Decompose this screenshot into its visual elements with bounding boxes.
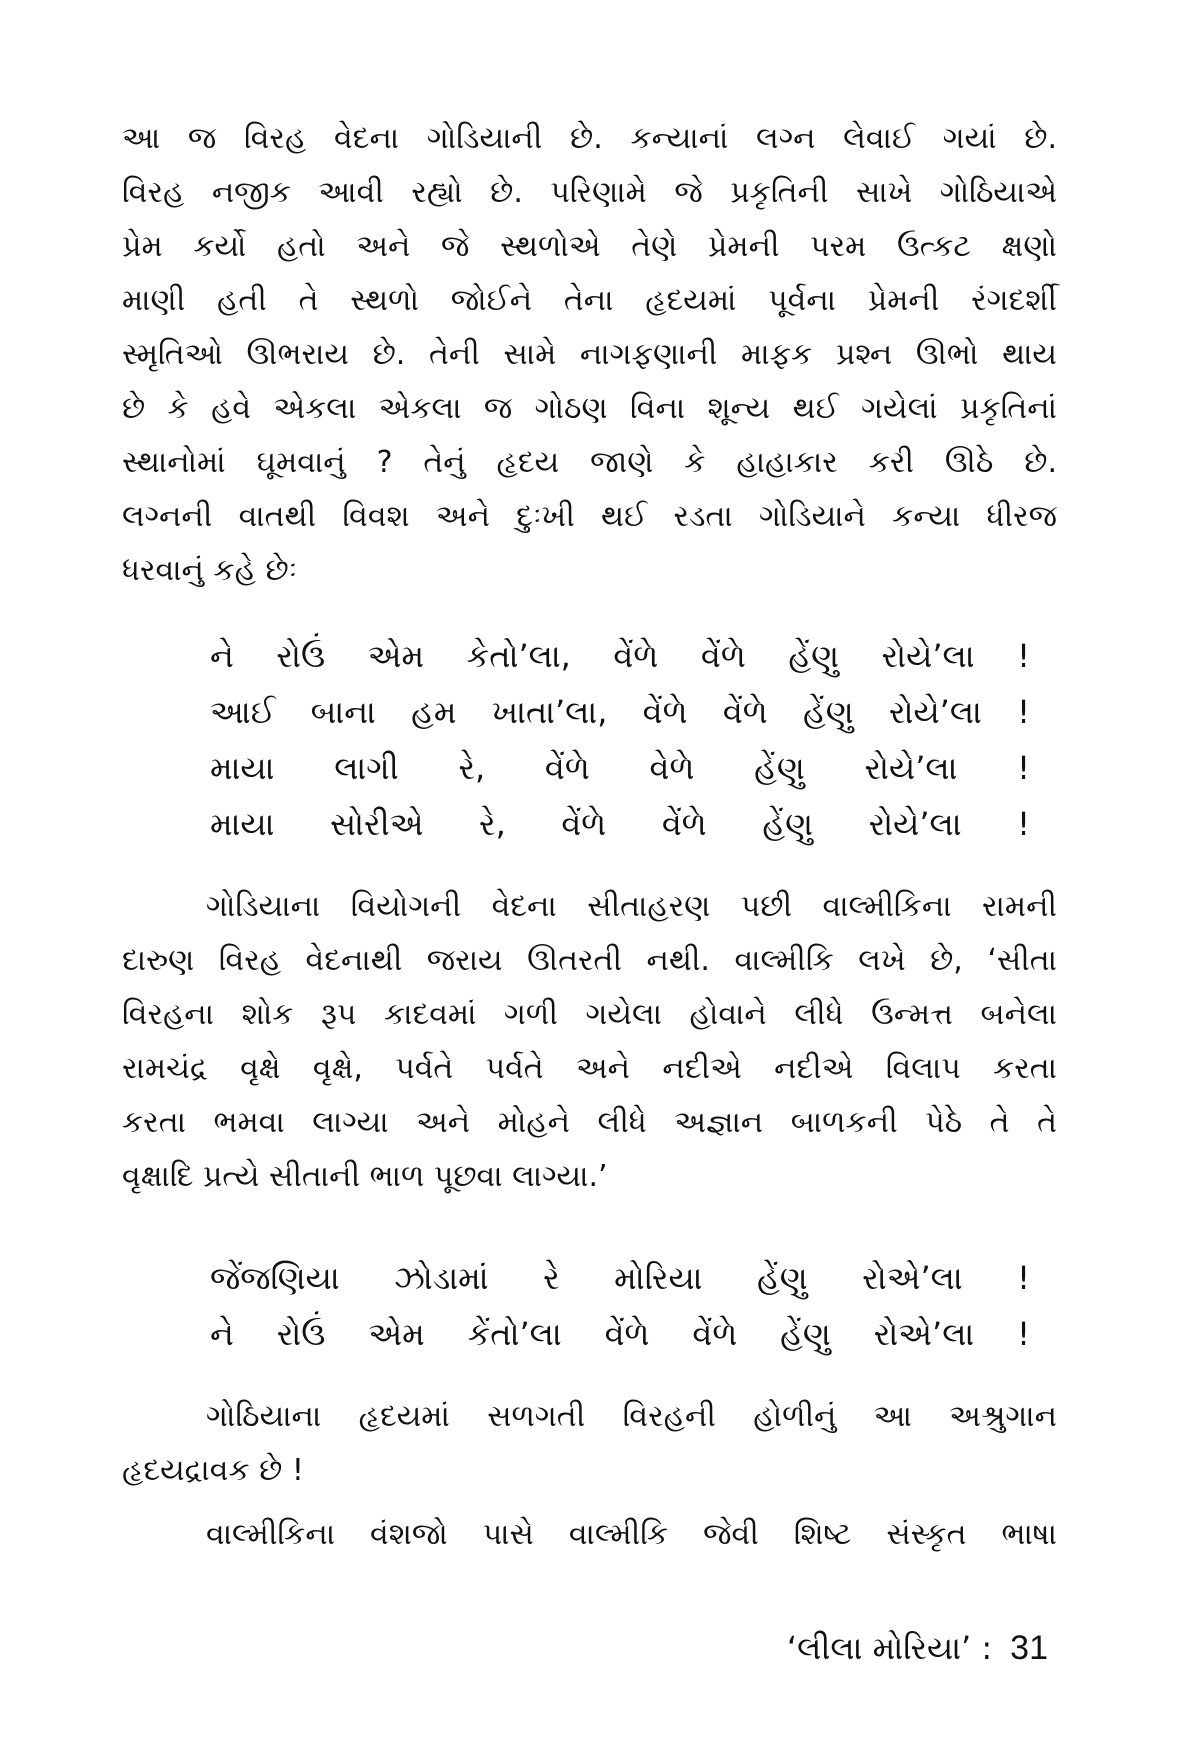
text-line: પ્રેમ કર્યો હતો અને જે સ્થળોએ તેણે પ્રેમની પરમ ઉત્કટ ક્ષણો: [122, 229, 1057, 264]
text-line: વૃક્ષાદિ પ્રત્યે સીતાની ભાળ પૂછવા લાગ્યા.’: [122, 1159, 608, 1194]
page-footer: [787, 1628, 1048, 1668]
verse-line: આઈ બાના હમ ખાતા’લા, વેંળે વેંળે હેંણુ રોયે’લા !: [210, 693, 1030, 731]
text-line: વિરહ નજીક આવી રહ્યો છે. પરિણામે જે પ્રકૃતિની સાખે ગોઠિયાએ: [122, 175, 1057, 210]
verse-line: જેંજણિયા ઝોડામાં રે મોરિયા હેંણુ રોએ’લા !: [210, 1259, 1030, 1297]
paragraph-4: [122, 1508, 1057, 1562]
paragraph-1: [122, 112, 1057, 598]
verse-1: [210, 628, 1030, 852]
text-line: માણી હતી તે સ્થળો જોઈને તેના હૃદયમાં પૂર્વના પ્રેમની રંગદર્શી: [122, 283, 1057, 318]
text-line: સ્મૃતિઓ ઊભરાય છે. તેની સામે નાગફણાની માફક પ્રશ્ન ઊભો થાય: [122, 337, 1057, 372]
paragraph-2: [122, 880, 1057, 1204]
text-line: ગોઠિયાના હૃદયમાં સળગતી વિરહની હોળીનું આ અશ્રુગાન: [206, 1399, 1057, 1434]
page-number: 31: [1010, 1629, 1048, 1667]
text-line: સ્થાનોમાં ઘૂમવાનું ? તેનું હૃદય જાણે કે હાહાકાર કરી ઊઠે છે.: [122, 445, 1057, 480]
text-line: લગ્નની વાતથી વિવશ અને દુઃખી થઈ રડતા ગોડિયાને કન્યા ધીરજ: [122, 499, 1057, 534]
verse-line: ને રોઉં એમ કેંતો’લા વેંળે વેંળે હેંણુ રોએ’લા !: [210, 1315, 1030, 1353]
text-line: છે કે હવે એકલા એકલા જ ગોઠણ વિના શૂન્ય થઈ ગયેલાં પ્રકૃતિનાં: [122, 391, 1057, 426]
paragraph-3: [122, 1390, 1057, 1498]
verse-line: માયા લાગી રે, વેંળે વેળે હેંણુ રોયે’લા !: [210, 749, 1030, 787]
text-line: હૃદયદ્રાવક છે !: [122, 1453, 304, 1488]
text-line: આ જ વિરહ વેદના ગોડિયાની છે. કન્યાનાં લગ્ન લેવાઈ ગયાં છે.: [122, 121, 1057, 156]
text-line: ગોડિયાના વિયોગની વેદના સીતાહરણ પછી વાલ્મીકિના રામની: [206, 889, 1057, 924]
verse-line: માયા સોરીએ રે, વેંળે વેંળે હેંણુ રોયે’લા !: [210, 805, 1030, 843]
text-line: વિરહના શોક રૂપ કાદવમાં ગળી ગયેલા હોવાને લીધે ઉન્મત્ત બનેલા: [122, 997, 1057, 1032]
running-title: ‘લીલા મોરિયા’ :: [786, 1629, 993, 1667]
text-line: દારુણ વિરહ વેદનાથી જરાય ઊતરતી નથી. વાલ્મીકિ લખે છે, ‘સીતા: [122, 943, 1057, 978]
text-line: કરતા ભમવા લાગ્યા અને મોહને લીધે અજ્ઞાન બાળકની પેઠે તે તે: [122, 1105, 1057, 1140]
text-line: રામચંદ્ર વૃક્ષે વૃક્ષે, પર્વતે પર્વતે અને નદીએ નદીએ વિલાપ કરતા: [122, 1051, 1057, 1086]
text-line: ધરવાનું કહે છેઃ: [122, 553, 298, 588]
verse-line: ને રોઉં એમ કેતો’લા, વેંળે વેંળે હેંણુ રોયે’લા !: [210, 637, 1030, 675]
text-line: વાલ્મીકિના વંશજો પાસે વાલ્મીકિ જેવી શિષ્ટ સંસ્કૃત ભાષા: [206, 1517, 1057, 1552]
verse-2: [210, 1250, 1030, 1362]
